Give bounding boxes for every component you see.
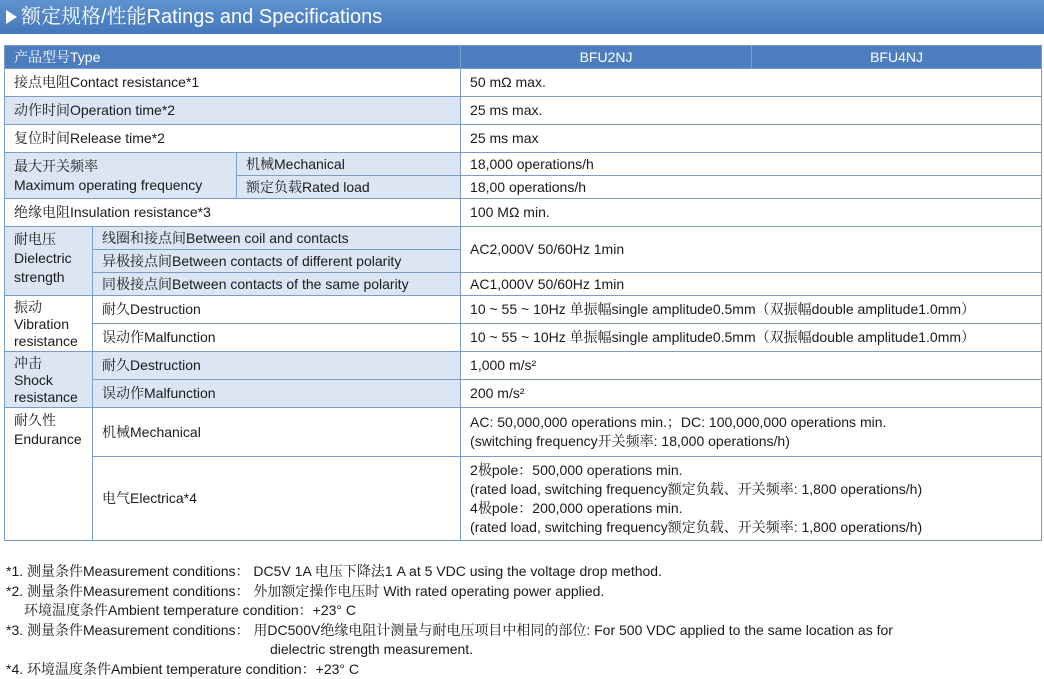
dielectric-coil-label: 线圈和接点间Between coil and contacts: [93, 227, 461, 250]
header-type: 产品型号Type: [5, 46, 461, 69]
max-frequency-label: [5, 153, 237, 199]
table-row: [5, 199, 1042, 227]
dielectric-same-value: AC1,000V 50/60Hz 1min: [461, 273, 1042, 296]
shock-destruction-value: 1,000 m/s²: [461, 352, 1042, 380]
dielectric-label: [5, 227, 93, 296]
table-row: [5, 352, 1042, 380]
endurance-electrical-line3: 4极pole：200,000 operations min.: [470, 499, 1032, 518]
triangle-arrow-icon: [6, 10, 17, 24]
insulation-value: 100 MΩ min.: [461, 199, 1042, 227]
vibration-destruction-label: 耐久Destruction: [93, 296, 461, 324]
table-row: [5, 296, 1042, 324]
header-model-bfu4nj: BFU4NJ: [752, 46, 1042, 69]
dielectric-label-cn: 耐电压: [14, 230, 83, 249]
contact-resistance-label: 接点电阻Contact resistance*1: [5, 69, 461, 97]
endurance-electrical-label: 电气Electrica*4: [93, 457, 461, 541]
vibration-malfunction-value: 10 ~ 55 ~ 10Hz 单振幅single amplitude0.5mm（双振幅double amplitude1.0mm）: [461, 324, 1042, 352]
footnote-3: *3. 测量条件Measurement conditions： 用DC500V绝缘电阻计测量与耐电压项目中相同的部位: For 500 VDC applied to the same location as for: [6, 621, 1040, 641]
endurance-electrical-line2: (rated load, switching frequency额定负载、开关频率: 1,800 operations/h): [470, 480, 1032, 499]
footnotes: [6, 562, 1040, 679]
max-frequency-label-cn: 最大开关频率: [14, 157, 227, 176]
operation-time-value: 25 ms max.: [461, 97, 1042, 125]
section-banner: [0, 0, 1044, 34]
endurance-mechanical-label: 机械Mechanical: [93, 408, 461, 457]
endurance-electrical-value: [461, 457, 1042, 541]
endurance-label-cn: 耐久性: [14, 411, 83, 430]
max-frequency-mechanical-value: 18,000 operations/h: [461, 153, 1042, 176]
table-row: [5, 457, 1042, 541]
shock-label-en1: Shock: [14, 372, 83, 389]
contact-resistance-value: 50 mΩ max.: [461, 69, 1042, 97]
footnote-2-continued: 环境温度条件Ambient temperature condition：+23° C: [6, 601, 1040, 621]
table-row: [5, 153, 1042, 176]
endurance-mechanical-line1: AC: 50,000,000 operations min.；DC: 100,000,000 operations min.: [470, 413, 1032, 432]
max-frequency-label-en: Maximum operating frequency: [14, 176, 227, 195]
endurance-label: [5, 408, 93, 541]
endurance-label-en: Endurance: [14, 430, 83, 449]
release-time-label: 复位时间Release time*2: [5, 125, 461, 153]
vibration-label: [5, 296, 93, 352]
shock-label-cn: 冲击: [14, 355, 83, 372]
section-title: 额定规格/性能Ratings and Specifications: [21, 6, 382, 28]
table-row: [5, 324, 1042, 352]
table-row: [5, 380, 1042, 408]
max-frequency-rated-label: 额定负载Rated load: [237, 176, 461, 199]
footnote-4: *4. 环境温度条件Ambient temperature condition：+23° C: [6, 660, 1040, 679]
endurance-mechanical-value: [461, 408, 1042, 457]
max-frequency-rated-value: 18,00 operations/h: [461, 176, 1042, 199]
max-frequency-mechanical-label: 机械Mechanical: [237, 153, 461, 176]
table-row: [5, 69, 1042, 97]
vibration-label-cn: 振动: [14, 299, 83, 316]
vibration-destruction-value: 10 ~ 55 ~ 10Hz 单振幅single amplitude0.5mm（双振幅double amplitude1.0mm）: [461, 296, 1042, 324]
table-row: [5, 273, 1042, 296]
table-row: [5, 125, 1042, 153]
table-row: [5, 408, 1042, 457]
vibration-malfunction-label: 误动作Malfunction: [93, 324, 461, 352]
footnote-3-continued: dielectric strength measurement.: [6, 640, 1040, 660]
footnote-1: *1. 测量条件Measurement conditions： DC5V 1A 电压下降法1 A at 5 VDC using the voltage drop method.: [6, 562, 1040, 582]
shock-malfunction-label: 误动作Malfunction: [93, 380, 461, 408]
shock-label-en2: resistance: [14, 389, 83, 406]
dielectric-diff-label: 异极接点间Between contacts of different polarity: [93, 250, 461, 273]
table-header-row: [5, 46, 1042, 69]
dielectric-label-en2: strength: [14, 268, 83, 287]
header-model-bfu2nj: BFU2NJ: [461, 46, 752, 69]
endurance-electrical-line4: (rated load, switching frequency额定负载、开关频率: 1,800 operations/h): [470, 518, 1032, 537]
vibration-label-en2: resistance: [14, 333, 83, 350]
endurance-electrical-line1: 2极pole：500,000 operations min.: [470, 461, 1032, 480]
release-time-value: 25 ms max: [461, 125, 1042, 153]
table-row: [5, 227, 1042, 250]
dielectric-same-label: 同极接点间Between contacts of the same polarity: [93, 273, 461, 296]
insulation-label: 绝缘电阻Insulation resistance*3: [5, 199, 461, 227]
dielectric-label-en1: Dielectric: [14, 249, 83, 268]
shock-label: [5, 352, 93, 408]
shock-destruction-label: 耐久Destruction: [93, 352, 461, 380]
shock-malfunction-value: 200 m/s²: [461, 380, 1042, 408]
endurance-mechanical-line2: (switching frequency开关频率: 18,000 operations/h): [470, 432, 1032, 451]
specifications-table: [4, 45, 1042, 541]
operation-time-label: 动作时间Operation time*2: [5, 97, 461, 125]
footnote-2: *2. 测量条件Measurement conditions： 外加额定操作电压时 With rated operating power applied.: [6, 582, 1040, 602]
dielectric-diff-value: AC2,000V 50/60Hz 1min: [461, 227, 1042, 273]
vibration-label-en1: Vibration: [14, 316, 83, 333]
table-row: [5, 97, 1042, 125]
